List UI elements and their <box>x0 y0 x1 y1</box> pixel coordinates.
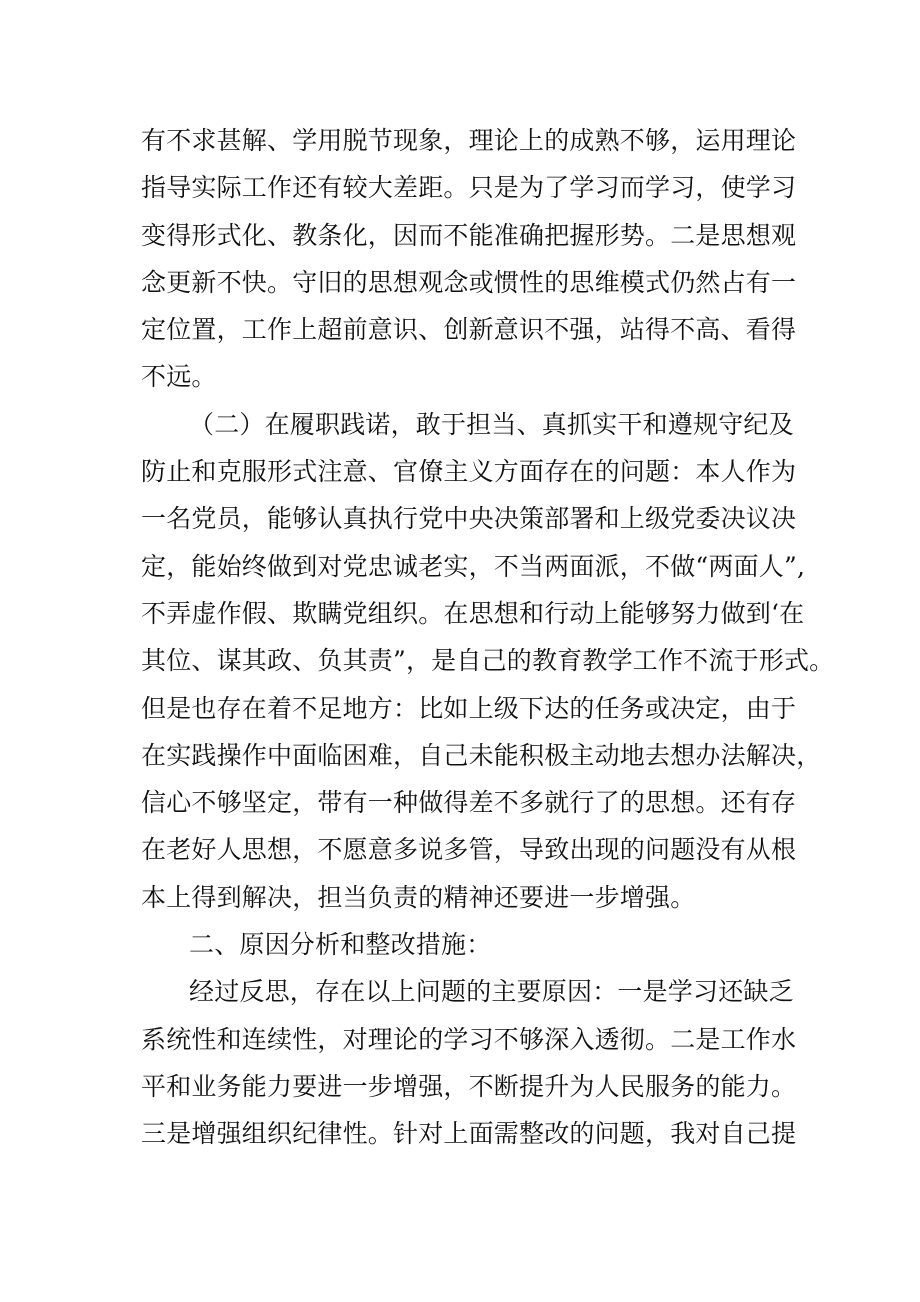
text-line: 平和业务能力要进一步增强，不断提升为人民服务的能力。 <box>141 1071 797 1101</box>
text-line: 经过反思，存在以上问题的主要原因：一是学习还缺乏 <box>189 977 794 1007</box>
text-line: 定位置，工作上超前意识、创新意识不强，站得不高、看得 <box>141 315 797 345</box>
text-line: 防止和克服形式注意、官僚主义方面存在的问题：本人作为 <box>141 457 797 487</box>
text-line: 不弄虚作假、欺瞒党组织。在思想和行动上能够努力做到‘在 <box>141 598 805 628</box>
text-line: 变得形式化、教条化，因而不能准确把握形势。二是思想观 <box>141 220 797 250</box>
section-heading-line: （二）在履职践诺，敢于担当、真抓实干和遵规守纪及 <box>189 409 794 439</box>
text-line: 系统性和连续性，对理论的学习不够深入透彻。二是工作水 <box>141 1024 797 1054</box>
body-text <box>141 117 835 1158</box>
text-line: 本上得到解决，担当负责的精神还要进一步增强。 <box>141 882 696 912</box>
text-line: 指导实际工作还有较大差距。只是为了学习而学习，使学习 <box>141 173 797 203</box>
text-line: 但是也存在着不足地方：比如上级下达的任务或决定，由于 <box>141 693 797 723</box>
text-line: 念更新不快。守旧的思想观念或惯性的思维模式仍然占有一 <box>141 267 797 297</box>
text-line: 定，能始终做到对党忠诚老实，不当两面派，不做“两面人”, <box>141 551 806 581</box>
section-heading: 二、原因分析和整改措施： <box>189 930 492 960</box>
text-line: 不远。 <box>141 362 217 392</box>
text-line: 在实践操作中面临困难，自己未能积极主动地去想办法解决， <box>141 740 822 770</box>
text-line: 有不求甚解、学用脱节现象，理论上的成熟不够，运用理论 <box>141 126 797 155</box>
text-line: 在老好人思想，不愿意多说多管，导致出现的问题没有从根 <box>141 835 797 865</box>
text-line: 一名党员，能够认真执行党中央决策部署和上级党委决议决 <box>141 504 797 534</box>
text-line: 其位、谋其政、负其责”，是自己的教育教学工作不流于形式。 <box>141 646 835 676</box>
text-line: 信心不够坚定，带有一种做得差不多就行了的思想。还有存 <box>141 788 797 818</box>
text-line: 三是增强组织纪律性。针对上面需整改的问题，我对自己提 <box>141 1119 797 1149</box>
